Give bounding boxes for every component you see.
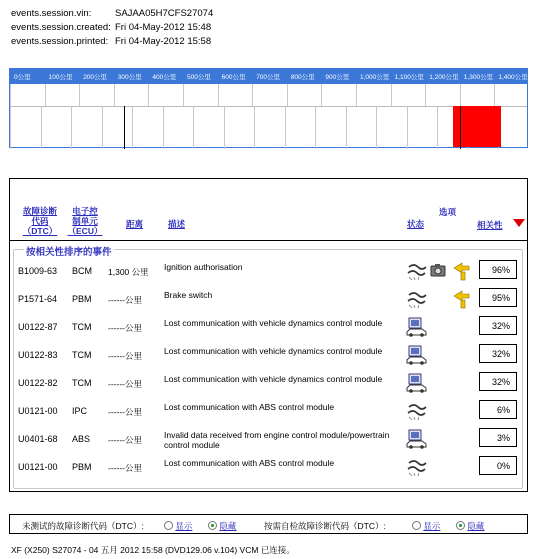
ecu-name: PBM xyxy=(72,462,92,472)
relevance-value: 0% xyxy=(479,456,517,475)
timeline-gridline xyxy=(391,84,392,106)
header-options: 选项 xyxy=(439,207,457,217)
timeline-gridline xyxy=(437,106,438,149)
timeline-event-marker[interactable] xyxy=(124,106,125,149)
timeline-scale xyxy=(10,69,527,84)
timeline-gridline xyxy=(287,84,288,106)
timeline-midline xyxy=(10,106,527,107)
header-dtc-line2: 代码 xyxy=(31,216,49,226)
relevance-value: 32% xyxy=(479,372,517,391)
dtc-row[interactable] xyxy=(14,426,522,452)
dtc-row[interactable] xyxy=(14,370,522,396)
ecu-name: TCM xyxy=(72,378,92,388)
dtc-distance: ------公里 xyxy=(108,435,142,445)
dtc-code: U0122-87 xyxy=(18,322,58,332)
timeline-gridline xyxy=(102,106,103,149)
timeline-plot xyxy=(10,84,527,149)
timeline-tick-label: 700公里 xyxy=(256,74,281,81)
ecu-name: ABS xyxy=(72,434,91,444)
header-divider xyxy=(10,240,527,241)
relevance-value: 6% xyxy=(479,400,517,419)
section-title: 按相关性排序的事件 xyxy=(24,244,114,258)
untested-hide-radio[interactable] xyxy=(208,521,217,530)
relevance-value: 32% xyxy=(479,344,517,363)
timeline-gridline xyxy=(163,106,164,149)
monitor-car-icon[interactable] xyxy=(406,345,428,365)
dtc-description: Brake switch xyxy=(164,290,213,300)
dtc-row[interactable] xyxy=(14,314,522,340)
timeline-gridline xyxy=(254,106,255,149)
dtc-row[interactable] xyxy=(14,398,522,424)
dtc-code: U0122-82 xyxy=(18,378,58,388)
connection-icon[interactable] xyxy=(406,289,428,309)
timeline-tick-label: 1,400公里 xyxy=(498,74,528,81)
untested-hide-option[interactable] xyxy=(208,520,236,532)
selfcheck-hide-option[interactable] xyxy=(456,520,484,532)
header-ecu-line1: 电子控 xyxy=(72,206,98,216)
timeline-tick-label: 600公里 xyxy=(221,74,246,81)
timeline-gridline xyxy=(218,84,219,106)
session-created-row xyxy=(11,21,213,35)
session-created-value: Fri 04-May-2012 15:48 xyxy=(115,22,212,33)
header-ecu-line2: 制单元 xyxy=(72,216,98,226)
timeline-tick-label: 200公里 xyxy=(83,74,108,81)
events-by-relevance-section xyxy=(13,249,523,489)
connection-icon[interactable] xyxy=(406,401,428,421)
session-vin-label: events.session.vin: xyxy=(11,8,92,19)
status-footer: XF (X250) S27074 - 04 五月 2012 15:58 (DVD129.06 v.104) VCM 已连接。 xyxy=(11,545,295,555)
selfcheck-dtc-label: 按需自检故障诊断代码（DTC）: xyxy=(264,521,386,531)
dtc-description: Lost communication with ABS control module xyxy=(164,402,335,412)
timeline-gridline xyxy=(356,84,357,106)
session-vin-row xyxy=(11,7,213,21)
timeline-tick-label: 1,100公里 xyxy=(394,74,424,81)
dtc-row[interactable] xyxy=(14,286,522,312)
header-ecu[interactable] xyxy=(65,206,105,236)
timeline-gridline xyxy=(252,84,253,106)
timeline-gridline xyxy=(425,84,426,106)
timeline-tick-label: 1,300公里 xyxy=(463,74,494,81)
header-description[interactable]: 描述 xyxy=(168,219,186,229)
timeline-tick-label: 400公里 xyxy=(152,74,177,81)
header-dtc-line1: 故障诊断 xyxy=(22,206,57,216)
timeline-gridline xyxy=(346,106,347,149)
selfcheck-show-radio[interactable] xyxy=(412,521,421,530)
dtc-description: Ignition authorisation xyxy=(164,262,243,272)
timeline-tick-label: 0公里 xyxy=(14,74,31,81)
relevance-value: 96% xyxy=(479,260,517,279)
ecu-name: PBM xyxy=(72,294,92,304)
dtc-description: Lost communication with vehicle dynamics control module xyxy=(164,318,383,328)
timeline-gridline xyxy=(183,84,184,106)
monitor-car-icon[interactable] xyxy=(406,429,428,449)
dtc-distance: ------公里 xyxy=(108,463,142,473)
selfcheck-hide-radio[interactable] xyxy=(456,521,465,530)
ecu-name: BCM xyxy=(72,266,92,276)
timeline-tick-label: 500公里 xyxy=(187,74,211,81)
dtc-code: U0121-00 xyxy=(18,406,58,416)
header-status[interactable]: 状态 xyxy=(407,219,425,229)
timeline-tick-label: 1,200公里 xyxy=(429,74,459,81)
timeline-gridline xyxy=(193,106,194,149)
header-relevance[interactable]: 相关性 xyxy=(477,220,503,230)
camera-icon[interactable] xyxy=(430,263,446,277)
timeline-gridline xyxy=(41,106,42,149)
dtc-description: Lost communication with ABS control module xyxy=(164,458,335,468)
timeline-gridline xyxy=(460,84,461,106)
relevance-value: 95% xyxy=(479,288,517,307)
dtc-code: B1009-63 xyxy=(18,266,58,276)
timeline-gridline xyxy=(224,106,225,149)
monitor-car-icon[interactable] xyxy=(406,373,428,393)
timeline-gridline xyxy=(114,84,115,106)
dtc-row[interactable] xyxy=(14,454,522,480)
untested-show-radio[interactable] xyxy=(164,521,173,530)
header-dtc-line3: （DTC） xyxy=(22,226,58,236)
dtc-panel xyxy=(9,178,528,492)
connection-icon[interactable] xyxy=(406,261,428,281)
timeline-gridline xyxy=(10,84,11,106)
timeline-gridline xyxy=(285,106,286,149)
header-ecu-line3: （ECU） xyxy=(67,226,103,236)
timeline-gridline xyxy=(148,84,149,106)
timeline-gridline xyxy=(407,106,408,149)
dtc-distance: 1,300 公里 xyxy=(108,267,149,277)
timeline-gridline xyxy=(315,106,316,149)
dtc-distance: ------公里 xyxy=(108,351,142,361)
selfcheck-hide-label[interactable]: 隐藏 xyxy=(467,521,485,531)
timeline-gridline xyxy=(376,106,377,149)
dtc-distance: ------公里 xyxy=(108,323,142,333)
dtc-code: U0122-83 xyxy=(18,350,58,360)
untested-show-label[interactable]: 显示 xyxy=(175,521,193,531)
timeline-tick-label: 1,000公里 xyxy=(360,74,390,81)
untested-dtc-label: 未测试的故障诊断代码（DTC）: xyxy=(22,521,144,531)
direction-arrow-icon[interactable] xyxy=(452,261,472,281)
dtc-description: Lost communication with vehicle dynamics control module xyxy=(164,346,383,356)
monitor-car-icon[interactable] xyxy=(406,317,428,337)
untested-show-option[interactable] xyxy=(164,520,192,532)
table-header xyxy=(10,179,527,243)
session-printed-label: events.session.printed: xyxy=(11,36,109,47)
dtc-description: Invalid data received from engine control module/powertrain control module xyxy=(164,430,390,450)
relevance-value: 32% xyxy=(479,316,517,335)
sort-descending-icon[interactable] xyxy=(513,219,525,227)
dtc-row[interactable] xyxy=(14,342,522,368)
timeline-gridline xyxy=(79,84,80,106)
dtc-distance: ------公里 xyxy=(108,379,142,389)
dtc-code: P1571-64 xyxy=(18,294,58,304)
dtc-distance: ------公里 xyxy=(108,407,142,417)
session-printed-value: Fri 04-May-2012 15:58 xyxy=(115,36,212,47)
timeline-event-marker[interactable] xyxy=(460,106,461,149)
timeline-gridline xyxy=(10,106,11,149)
relevance-value: 3% xyxy=(479,428,517,447)
dtc-distance: ------公里 xyxy=(108,295,142,305)
timeline-tick-label: 100公里 xyxy=(48,74,73,81)
header-distance[interactable]: 距离 xyxy=(126,219,144,229)
header-dtc[interactable] xyxy=(20,206,60,236)
mileage-timeline[interactable] xyxy=(9,68,528,148)
direction-arrow-icon[interactable] xyxy=(452,289,472,309)
dtc-code: U0401-68 xyxy=(18,434,58,444)
dtc-row[interactable] xyxy=(14,258,522,284)
ecu-name: TCM xyxy=(72,322,92,332)
selfcheck-show-label[interactable]: 显示 xyxy=(423,521,441,531)
dtc-filter-bar xyxy=(9,514,528,534)
session-printed-row xyxy=(11,35,213,49)
session-vin-value: SAJAA05H7CFS27074 xyxy=(115,8,214,19)
dtc-code: U0121-00 xyxy=(18,462,58,472)
connection-icon[interactable] xyxy=(406,457,428,477)
dtc-description: Lost communication with vehicle dynamics control module xyxy=(164,374,383,384)
ecu-name: TCM xyxy=(72,350,92,360)
timeline-gridline xyxy=(132,106,133,149)
session-created-label: events.session.created: xyxy=(11,22,111,33)
session-info xyxy=(11,7,213,49)
timeline-gridline xyxy=(71,106,72,149)
timeline-gridline xyxy=(45,84,46,106)
selfcheck-show-option[interactable] xyxy=(412,520,440,532)
timeline-gridline xyxy=(321,84,322,106)
timeline-tick-label: 300公里 xyxy=(117,74,142,81)
timeline-tick-label: 900公里 xyxy=(325,74,350,81)
untested-hide-label[interactable]: 隐藏 xyxy=(219,521,237,531)
timeline-gridline xyxy=(494,84,495,106)
ecu-name: IPC xyxy=(72,406,88,416)
timeline-tick-label: 800公里 xyxy=(290,74,315,81)
